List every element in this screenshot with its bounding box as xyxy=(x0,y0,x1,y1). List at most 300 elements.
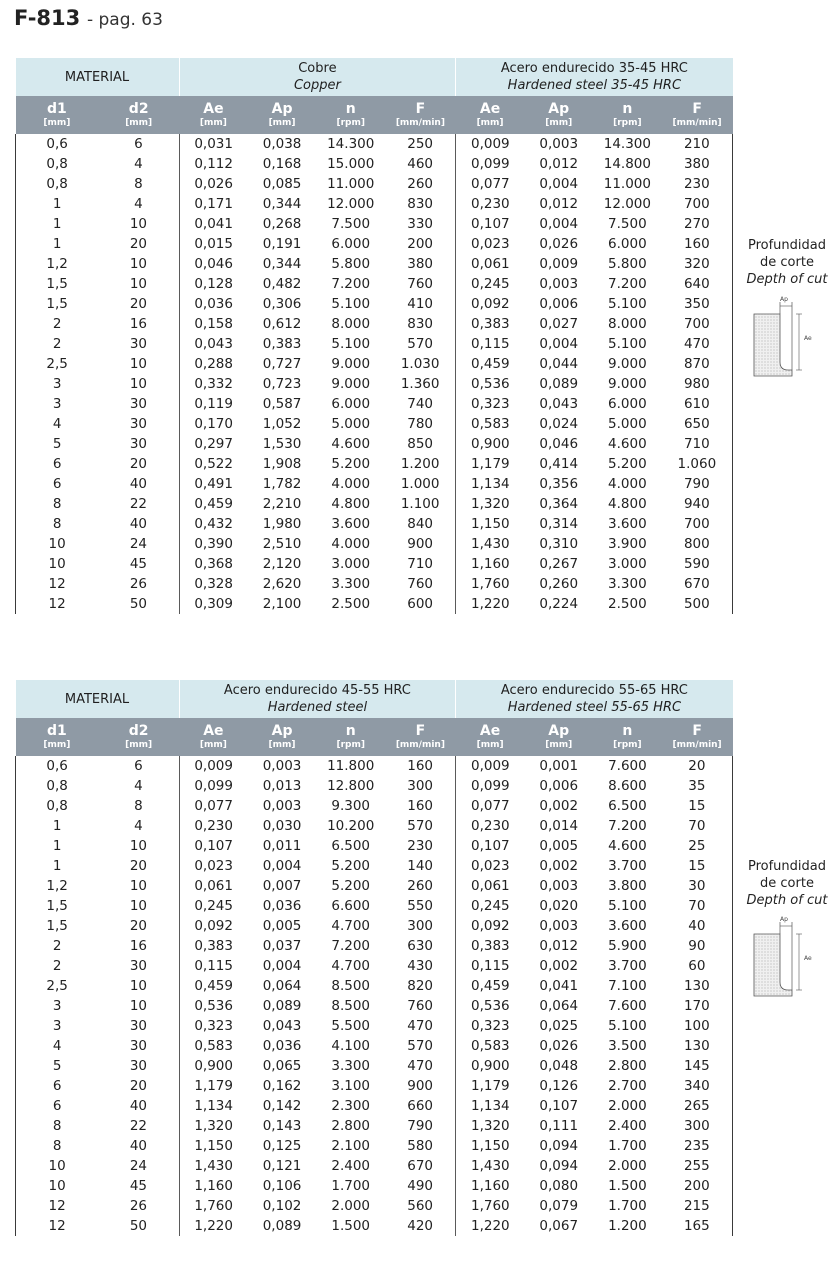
cell-f: 255 xyxy=(662,1156,733,1176)
cell-ae: 0,383 xyxy=(456,314,525,334)
note-line: de corte xyxy=(760,255,814,270)
cell-n: 8.500 xyxy=(316,976,385,996)
cell-f: 130 xyxy=(662,1036,733,1056)
cell-ae: 1,220 xyxy=(179,1216,248,1236)
col-ae: Ae [mm] xyxy=(456,718,525,756)
cell-ae: 0,009 xyxy=(456,134,525,154)
cell-d2: 50 xyxy=(98,1216,179,1236)
cell-n: 10.200 xyxy=(316,816,385,836)
cell-n: 3.700 xyxy=(593,956,662,976)
cell-n: 1.700 xyxy=(593,1196,662,1216)
cell-ap: 0,043 xyxy=(248,1016,317,1036)
cell-ap: 0,587 xyxy=(248,394,317,414)
cell-f: 630 xyxy=(385,936,456,956)
cell-d2: 8 xyxy=(98,796,179,816)
cell-ae: 0,099 xyxy=(456,776,525,796)
cell-ap: 0,094 xyxy=(524,1156,593,1176)
cell-ae: 0,077 xyxy=(179,796,248,816)
cell-ap: 0,089 xyxy=(248,1216,317,1236)
table-row xyxy=(16,554,733,574)
note-line: Profundidad xyxy=(747,859,826,874)
cell-ap: 0,024 xyxy=(524,414,593,434)
table-row xyxy=(16,454,733,474)
cell-ap: 0,036 xyxy=(248,896,317,916)
ap-label: Ap xyxy=(780,916,788,923)
cell-ap: 0,003 xyxy=(524,876,593,896)
cell-ap: 2,510 xyxy=(248,534,317,554)
cell-f: 165 xyxy=(662,1216,733,1236)
col-d1: d1 [mm] xyxy=(16,96,99,134)
cell-ap: 0,025 xyxy=(524,1016,593,1036)
cell-d2: 40 xyxy=(98,474,179,494)
cell-n: 3.300 xyxy=(316,574,385,594)
cell-f: 210 xyxy=(662,134,733,154)
cell-f: 640 xyxy=(662,274,733,294)
cell-ae: 0,459 xyxy=(179,976,248,996)
table-row xyxy=(16,1096,733,1116)
note-line: Depth of cut xyxy=(746,893,828,908)
cell-ae: 1,150 xyxy=(456,514,525,534)
cell-ae: 0,245 xyxy=(179,896,248,916)
cell-d1: 8 xyxy=(16,494,99,514)
cell-ap: 0,344 xyxy=(248,254,317,274)
col-n: n [rpm] xyxy=(316,96,385,134)
table-row xyxy=(16,1156,733,1176)
cell-d2: 30 xyxy=(98,1056,179,1076)
ap-label: Ap xyxy=(780,296,788,303)
cell-f: 710 xyxy=(662,434,733,454)
cell-n: 4.700 xyxy=(316,916,385,936)
cell-d1: 5 xyxy=(16,1056,99,1076)
cell-d1: 2 xyxy=(16,936,99,956)
cell-d1: 4 xyxy=(16,414,99,434)
cell-f: 670 xyxy=(662,574,733,594)
cell-ae: 0,023 xyxy=(456,234,525,254)
cutting-data-table-1 xyxy=(15,58,733,614)
cell-n: 9.000 xyxy=(593,374,662,394)
cell-ap: 0,111 xyxy=(524,1116,593,1136)
cell-ae: 0,009 xyxy=(179,756,248,776)
cell-f: 1.060 xyxy=(662,454,733,474)
cell-d1: 0,6 xyxy=(16,756,99,776)
table-row xyxy=(16,534,733,554)
cell-n: 4.000 xyxy=(593,474,662,494)
cell-d2: 26 xyxy=(98,1196,179,1216)
table-row xyxy=(16,134,733,154)
cell-ap: 0,004 xyxy=(248,856,317,876)
table-row xyxy=(16,1076,733,1096)
cell-d1: 2,5 xyxy=(16,976,99,996)
cell-ap: 0,612 xyxy=(248,314,317,334)
cell-n: 3.300 xyxy=(316,1056,385,1076)
cell-n: 9.000 xyxy=(593,354,662,374)
cell-f: 900 xyxy=(385,534,456,554)
cell-ap: 0,089 xyxy=(248,996,317,1016)
cell-f: 940 xyxy=(662,494,733,514)
cell-ae: 1,179 xyxy=(179,1076,248,1096)
cell-n: 8.000 xyxy=(316,314,385,334)
cell-d2: 30 xyxy=(98,394,179,414)
cell-d2: 40 xyxy=(98,514,179,534)
col-f: F [mm/min] xyxy=(662,718,733,756)
cell-f: 260 xyxy=(385,876,456,896)
cell-f: 650 xyxy=(662,414,733,434)
table-row xyxy=(16,1116,733,1136)
table-row xyxy=(16,474,733,494)
table-row xyxy=(16,1036,733,1056)
cell-d2: 10 xyxy=(98,836,179,856)
cell-ap: 0,089 xyxy=(524,374,593,394)
cell-f: 25 xyxy=(662,836,733,856)
cell-d1: 2,5 xyxy=(16,354,99,374)
cell-f: 60 xyxy=(662,956,733,976)
cell-ap: 0,106 xyxy=(248,1176,317,1196)
table-row xyxy=(16,254,733,274)
cell-d2: 50 xyxy=(98,594,179,614)
cell-n: 8.600 xyxy=(593,776,662,796)
cell-ap: 0,030 xyxy=(248,816,317,836)
cell-ae: 0,491 xyxy=(179,474,248,494)
cell-f: 490 xyxy=(385,1176,456,1196)
cell-d1: 1,5 xyxy=(16,916,99,936)
note-line: Depth of cut xyxy=(746,272,828,287)
cell-ae: 1,134 xyxy=(456,474,525,494)
cell-ap: 1,908 xyxy=(248,454,317,474)
cell-f: 160 xyxy=(385,796,456,816)
cell-f: 870 xyxy=(662,354,733,374)
cell-ae: 0,115 xyxy=(456,334,525,354)
cell-n: 9.000 xyxy=(316,374,385,394)
cell-ap: 2,120 xyxy=(248,554,317,574)
cell-n: 15.000 xyxy=(316,154,385,174)
table-row xyxy=(16,414,733,434)
cell-n: 3.000 xyxy=(316,554,385,574)
cell-ae: 0,115 xyxy=(456,956,525,976)
cell-n: 6.500 xyxy=(316,836,385,856)
cell-ae: 0,230 xyxy=(179,816,248,836)
cell-n: 1.500 xyxy=(593,1176,662,1196)
cell-ap: 0,121 xyxy=(248,1156,317,1176)
cell-n: 2.300 xyxy=(316,1096,385,1116)
cell-f: 600 xyxy=(385,594,456,614)
cell-ae: 0,536 xyxy=(456,996,525,1016)
cell-f: 1.100 xyxy=(385,494,456,514)
cell-f: 20 xyxy=(662,756,733,776)
cell-n: 3.100 xyxy=(316,1076,385,1096)
cell-ae: 0,107 xyxy=(179,836,248,856)
cell-n: 2.000 xyxy=(593,1096,662,1116)
cell-ap: 0,162 xyxy=(248,1076,317,1096)
cell-f: 230 xyxy=(662,174,733,194)
cutting-data-table-2 xyxy=(15,680,733,1236)
cell-ae: 0,170 xyxy=(179,414,248,434)
table-row xyxy=(16,354,733,374)
cell-ae: 0,023 xyxy=(179,856,248,876)
cell-d1: 10 xyxy=(16,554,99,574)
table-row xyxy=(16,574,733,594)
table-row xyxy=(16,936,733,956)
cell-n: 3.900 xyxy=(593,534,662,554)
cell-n: 1.500 xyxy=(316,1216,385,1236)
cell-ae: 0,015 xyxy=(179,234,248,254)
table-row xyxy=(16,1016,733,1036)
material-title: Acero endurecido 55-65 HRC xyxy=(500,683,688,698)
cell-d2: 30 xyxy=(98,414,179,434)
col-n: n [rpm] xyxy=(593,718,662,756)
cell-d1: 6 xyxy=(16,474,99,494)
cell-f: 300 xyxy=(662,1116,733,1136)
cell-f: 200 xyxy=(662,1176,733,1196)
cell-ae: 1,160 xyxy=(456,554,525,574)
cell-ae: 0,023 xyxy=(456,856,525,876)
cell-n: 4.800 xyxy=(593,494,662,514)
cell-d1: 1 xyxy=(16,836,99,856)
cell-ae: 0,115 xyxy=(179,956,248,976)
cell-d2: 20 xyxy=(98,856,179,876)
cell-ae: 0,536 xyxy=(179,996,248,1016)
cell-ae: 0,459 xyxy=(456,976,525,996)
cell-ae: 0,245 xyxy=(456,274,525,294)
cell-ap: 0,002 xyxy=(524,856,593,876)
cell-n: 2.400 xyxy=(593,1116,662,1136)
cell-ap: 2,620 xyxy=(248,574,317,594)
table-row xyxy=(16,816,733,836)
cell-d2: 45 xyxy=(98,1176,179,1196)
cell-d1: 1 xyxy=(16,234,99,254)
material-subtitle: Hardened steel 55-65 HRC xyxy=(507,700,682,715)
cell-ae: 0,432 xyxy=(179,514,248,534)
col-f: F [mm/min] xyxy=(385,96,456,134)
cell-d2: 20 xyxy=(98,234,179,254)
cell-n: 7.200 xyxy=(316,274,385,294)
table-row xyxy=(16,1196,733,1216)
cell-f: 380 xyxy=(385,254,456,274)
table-row xyxy=(16,594,733,614)
cell-n: 7.600 xyxy=(593,996,662,1016)
cell-f: 15 xyxy=(662,796,733,816)
cell-ap: 0,004 xyxy=(248,956,317,976)
cell-n: 7.200 xyxy=(316,936,385,956)
cell-ap: 0,003 xyxy=(524,274,593,294)
cell-n: 7.200 xyxy=(593,816,662,836)
cell-n: 3.600 xyxy=(316,514,385,534)
cell-ap: 0,482 xyxy=(248,274,317,294)
cell-ae: 0,383 xyxy=(179,936,248,956)
cell-d1: 10 xyxy=(16,1156,99,1176)
cell-d2: 22 xyxy=(98,1116,179,1136)
cell-ae: 0,383 xyxy=(456,936,525,956)
cell-n: 3.000 xyxy=(593,554,662,574)
cell-d1: 0,8 xyxy=(16,776,99,796)
cell-f: 260 xyxy=(385,174,456,194)
cell-f: 410 xyxy=(385,294,456,314)
cell-n: 12.000 xyxy=(316,194,385,214)
cell-n: 14.300 xyxy=(593,134,662,154)
cell-f: 570 xyxy=(385,816,456,836)
cell-f: 1.360 xyxy=(385,374,456,394)
table-row xyxy=(16,796,733,816)
cell-f: 550 xyxy=(385,896,456,916)
cell-ae: 0,061 xyxy=(456,876,525,896)
cell-ae: 0,026 xyxy=(179,174,248,194)
cell-f: 460 xyxy=(385,154,456,174)
cell-ae: 0,077 xyxy=(456,174,525,194)
table-row xyxy=(16,334,733,354)
cell-ae: 0,031 xyxy=(179,134,248,154)
cell-f: 900 xyxy=(385,1076,456,1096)
material-header: MATERIAL xyxy=(16,58,180,96)
cell-d2: 6 xyxy=(98,756,179,776)
cell-ap: 0,003 xyxy=(524,134,593,154)
cell-ae: 0,328 xyxy=(179,574,248,594)
cell-ap: 0,003 xyxy=(524,916,593,936)
cell-f: 145 xyxy=(662,1056,733,1076)
cell-ap: 0,067 xyxy=(524,1216,593,1236)
material-header: MATERIAL xyxy=(16,680,180,718)
cell-f: 700 xyxy=(662,194,733,214)
cell-n: 4.000 xyxy=(316,474,385,494)
table-row xyxy=(16,514,733,534)
cell-ae: 0,297 xyxy=(179,434,248,454)
material-group-2 xyxy=(456,58,733,96)
cell-f: 250 xyxy=(385,134,456,154)
cell-ap: 0,310 xyxy=(524,534,593,554)
cell-f: 300 xyxy=(385,776,456,796)
cell-ae: 0,323 xyxy=(179,1016,248,1036)
cell-ae: 0,009 xyxy=(456,756,525,776)
cell-ap: 0,723 xyxy=(248,374,317,394)
material-subtitle: Copper xyxy=(293,78,341,93)
cell-d2: 20 xyxy=(98,454,179,474)
cell-d1: 12 xyxy=(16,574,99,594)
cell-f: 700 xyxy=(662,514,733,534)
cell-n: 6.000 xyxy=(316,234,385,254)
cell-n: 2.400 xyxy=(316,1156,385,1176)
cell-n: 3.700 xyxy=(593,856,662,876)
material-subtitle: Hardened steel 35-45 HRC xyxy=(507,78,682,93)
cell-ae: 1,430 xyxy=(179,1156,248,1176)
page-title xyxy=(14,6,163,30)
cell-f: 380 xyxy=(662,154,733,174)
cell-f: 35 xyxy=(662,776,733,796)
cell-d1: 1,5 xyxy=(16,294,99,314)
cell-ap: 0,224 xyxy=(524,594,593,614)
cell-f: 660 xyxy=(385,1096,456,1116)
cell-ap: 0,080 xyxy=(524,1176,593,1196)
table-row xyxy=(16,494,733,514)
cell-d1: 8 xyxy=(16,1116,99,1136)
cell-n: 5.200 xyxy=(316,454,385,474)
table-row xyxy=(16,756,733,776)
cell-ae: 0,583 xyxy=(456,414,525,434)
cell-ae: 0,900 xyxy=(456,1056,525,1076)
cell-f: 830 xyxy=(385,314,456,334)
cell-f: 560 xyxy=(385,1196,456,1216)
cell-f: 610 xyxy=(662,394,733,414)
cell-d1: 2 xyxy=(16,314,99,334)
cell-d1: 1 xyxy=(16,194,99,214)
cell-d2: 10 xyxy=(98,876,179,896)
cell-n: 5.200 xyxy=(593,454,662,474)
cell-d1: 1,2 xyxy=(16,876,99,896)
cell-ae: 0,583 xyxy=(179,1036,248,1056)
table-row xyxy=(16,956,733,976)
note-line: de corte xyxy=(760,876,814,891)
cell-ap: 0,356 xyxy=(524,474,593,494)
cell-ap: 0,002 xyxy=(524,956,593,976)
cell-ap: 0,006 xyxy=(524,294,593,314)
col-ap: Ap [mm] xyxy=(248,718,317,756)
cell-f: 420 xyxy=(385,1216,456,1236)
cell-ae: 0,323 xyxy=(456,394,525,414)
cell-d1: 1,5 xyxy=(16,274,99,294)
cell-n: 2.800 xyxy=(593,1056,662,1076)
cell-n: 5.800 xyxy=(593,254,662,274)
table-row xyxy=(16,294,733,314)
cell-f: 500 xyxy=(662,594,733,614)
cell-ap: 0,007 xyxy=(248,876,317,896)
cell-ap: 0,344 xyxy=(248,194,317,214)
cell-n: 4.000 xyxy=(316,534,385,554)
cell-ap: 0,005 xyxy=(248,916,317,936)
cell-ap: 0,002 xyxy=(524,796,593,816)
cell-d1: 3 xyxy=(16,374,99,394)
cell-d2: 10 xyxy=(98,254,179,274)
table-row xyxy=(16,976,733,996)
cell-ae: 0,046 xyxy=(179,254,248,274)
cell-ap: 0,038 xyxy=(248,134,317,154)
table-row xyxy=(16,1056,733,1076)
cell-n: 11.800 xyxy=(316,756,385,776)
cell-d2: 30 xyxy=(98,334,179,354)
cell-n: 14.800 xyxy=(593,154,662,174)
table-row xyxy=(16,1216,733,1236)
table-row xyxy=(16,194,733,214)
col-f: F [mm/min] xyxy=(662,96,733,134)
cell-f: 330 xyxy=(385,214,456,234)
cell-d1: 8 xyxy=(16,514,99,534)
cell-f: 140 xyxy=(385,856,456,876)
col-ae: Ae [mm] xyxy=(456,96,525,134)
cell-ap: 0,142 xyxy=(248,1096,317,1116)
table-row xyxy=(16,836,733,856)
cell-n: 1.700 xyxy=(593,1136,662,1156)
depth-of-cut-diagram xyxy=(752,912,822,1000)
cell-n: 7.500 xyxy=(593,214,662,234)
cell-ap: 0,191 xyxy=(248,234,317,254)
cell-ap: 0,126 xyxy=(524,1076,593,1096)
cell-ae: 1,760 xyxy=(456,1196,525,1216)
table-row xyxy=(16,394,733,414)
cell-f: 830 xyxy=(385,194,456,214)
cell-ae: 0,112 xyxy=(179,154,248,174)
cell-f: 590 xyxy=(662,554,733,574)
table-row xyxy=(16,776,733,796)
cell-n: 5.100 xyxy=(593,294,662,314)
cell-ap: 0,085 xyxy=(248,174,317,194)
cell-ap: 0,268 xyxy=(248,214,317,234)
cell-d1: 6 xyxy=(16,1096,99,1116)
cell-n: 7.500 xyxy=(316,214,385,234)
cell-f: 70 xyxy=(662,896,733,916)
cell-d2: 10 xyxy=(98,274,179,294)
cell-d1: 5 xyxy=(16,434,99,454)
cell-f: 980 xyxy=(662,374,733,394)
table-row xyxy=(16,374,733,394)
cell-f: 470 xyxy=(385,1056,456,1076)
cell-ap: 0,414 xyxy=(524,454,593,474)
cell-f: 230 xyxy=(385,836,456,856)
